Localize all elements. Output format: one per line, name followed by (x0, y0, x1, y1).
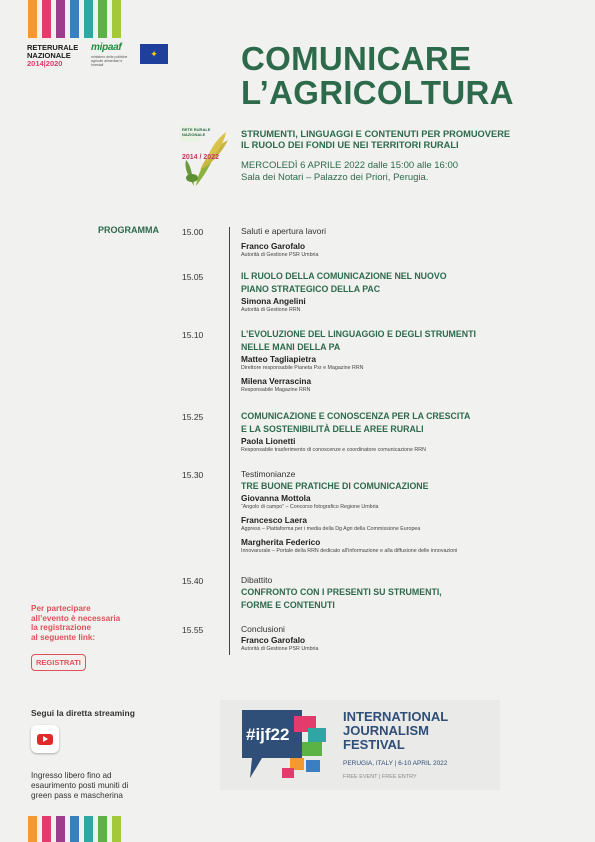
logo-text: RETE RURALE NAZIONALE (182, 127, 211, 137)
note-line: all’evento è necessaria (31, 613, 121, 623)
session-time: 15.05 (182, 272, 204, 282)
stripe (56, 0, 65, 38)
session-2 (241, 270, 551, 314)
speaker-role: Autorità di Gestione PSR Umbria (241, 252, 319, 258)
logo-years: 2014 / 2022 (182, 154, 219, 161)
speaker-name: Franco Garofalo (241, 241, 306, 251)
ijf-speech-bubbles-icon (238, 708, 330, 784)
stripe (70, 0, 79, 38)
speaker-role: Agpress – Piattaforma per i media della Dg Agri della Commissione Europea (241, 526, 421, 532)
youtube-button[interactable] (31, 725, 59, 753)
stripe (84, 0, 93, 38)
session-time: 15.25 (182, 412, 204, 422)
session-time: 15.40 (182, 576, 204, 586)
ijf-tag: #ijf22 (246, 725, 290, 744)
speaker-role: “Angolo di campo” – Concorso fotografico Regione Umbria (241, 504, 379, 510)
rete-rurale-logo (27, 44, 85, 68)
stripe (56, 816, 65, 842)
stripe (42, 0, 51, 38)
speaker-name: Simona Angelini (241, 296, 306, 306)
bottom-color-stripes (28, 816, 121, 842)
session-3 (241, 328, 551, 394)
session-4 (241, 410, 551, 454)
note-line: green pass e mascherina (31, 791, 123, 800)
session-heading: L’EVOLUZIONE DEL LINGUAGGIO E DEGLI STRUMENTI (241, 329, 476, 339)
rrn-wheat-logo (180, 126, 232, 190)
session-label: Saluti e apertura lavori (241, 226, 327, 236)
stripe (98, 816, 107, 842)
logo-text: RETERURALE (27, 43, 79, 52)
speaker-name: Margherita Federico (241, 537, 321, 547)
session-time: 15.10 (182, 330, 204, 340)
stripe (28, 816, 37, 842)
eu-flag-icon: ✦ (140, 44, 168, 64)
logo-text: NAZIONALE (27, 51, 71, 60)
speaker-name: Paola Lionetti (241, 436, 296, 446)
programma-label: PROGRAMMA (98, 225, 159, 235)
ijf-place: PERUGIA, ITALY | 6-10 APRIL 2022 (343, 760, 448, 767)
entry-note (31, 771, 128, 801)
subtitle-line: IL RUOLO DEI FONDI UE NEI TERRITORI RURALI (241, 140, 459, 150)
ijf-free: FREE EVENT | FREE ENTRY (343, 774, 417, 780)
session-label: Testimonianze (241, 469, 296, 479)
note-line: Ingresso libero fino ad (31, 771, 112, 780)
register-button[interactable]: REGISTRATI (31, 654, 86, 671)
speaker-role: Responsabile Magazine RRN (241, 387, 311, 393)
note-line: al seguente link: (31, 632, 96, 642)
session-label: Dibattito (241, 575, 273, 585)
stripe (84, 816, 93, 842)
ijf-title-line: FESTIVAL (343, 737, 405, 752)
subtitle-line: STRUMENTI, LINGUAGGI E CONTENUTI PER PROMUOVERE (241, 129, 511, 139)
session-time: 15.55 (182, 625, 204, 635)
session-1 (241, 226, 551, 259)
registration-note (31, 604, 120, 642)
stripe (42, 816, 51, 842)
stripe (98, 0, 107, 38)
session-time: 15.30 (182, 470, 204, 480)
session-time: 15.00 (182, 227, 204, 237)
session-heading: FORME E CONTENUTI (241, 600, 335, 610)
session-heading: COMUNICAZIONE E CONOSCENZA PER LA CRESCITA (241, 411, 471, 421)
session-heading: NELLE MANI DELLA PA (241, 342, 341, 352)
speaker-role: Autorità di Gestione PSR Umbria (241, 646, 319, 652)
speaker-role: Innovarurale – Portale della RRN dedicato all’informazione e alla diffusione delle innovazioni (241, 548, 458, 554)
mipaaf-logo (91, 42, 133, 67)
title-line: L’AGRICOLTURA (241, 74, 514, 111)
youtube-icon (37, 734, 53, 745)
session-6 (241, 575, 551, 612)
logo-years: 2014|2020 (27, 59, 63, 68)
page-title (241, 42, 514, 110)
speaker-name: Giovanna Mottola (241, 493, 311, 503)
speaker-role: Responsabile trasferimento di conoscenze e coordinatore comunicazione RRN (241, 447, 426, 453)
speaker-name: Francesco Laera (241, 515, 307, 525)
session-5 (241, 469, 551, 555)
event-venue: Sala dei Notari – Palazzo dei Priori, Perugia. (241, 172, 429, 183)
stripe (112, 0, 121, 38)
top-color-stripes (28, 0, 121, 38)
ijf-title-line: JOURNALISM (343, 723, 429, 738)
streaming-label: Segui la diretta streaming (31, 708, 135, 718)
session-heading: E LA SOSTENIBILITÀ DELLE AREE RURALI (241, 424, 424, 434)
speaker-name: Matteo Tagliapietra (241, 354, 316, 364)
speaker-role: Direttore responsabile Pianeta Psr e Magazine RRN (241, 365, 364, 371)
note-line: la registrazione (31, 623, 92, 632)
session-heading: PIANO STRATEGICO DELLA PAC (241, 284, 381, 294)
logo-text: mipaaf (91, 42, 122, 53)
session-heading: CONFRONTO CON I PRESENTI SU STRUMENTI, (241, 587, 442, 597)
title-line: COMUNICARE (241, 40, 472, 77)
session-7 (241, 624, 551, 653)
logo-text: ministero delle politiche agricole alimentari e forestali (91, 55, 128, 67)
timeline-divider (229, 227, 230, 655)
stripe (70, 816, 79, 842)
event-date: MERCOLEDÌ 6 APRILE 2022 dalle 15:00 alle 16:00 (241, 160, 459, 171)
note-line: Per partecipare (31, 604, 91, 613)
session-heading: TRE BUONE PRATICHE DI COMUNICAZIONE (241, 481, 429, 491)
ijf-title (343, 710, 448, 752)
subtitle (241, 129, 510, 151)
stripe (28, 0, 37, 38)
speaker-role: Autorità di Gestione RRN (241, 307, 301, 313)
speaker-name: Milena Verrascina (241, 376, 312, 386)
stripe (112, 816, 121, 842)
speaker-name: Franco Garofalo (241, 635, 306, 645)
session-label: Conclusioni (241, 624, 285, 634)
session-heading: IL RUOLO DELLA COMUNICAZIONE NEL NUOVO (241, 271, 447, 281)
ijf-title-line: INTERNATIONAL (343, 709, 449, 724)
note-line: esaurimento posti muniti di (31, 781, 129, 790)
